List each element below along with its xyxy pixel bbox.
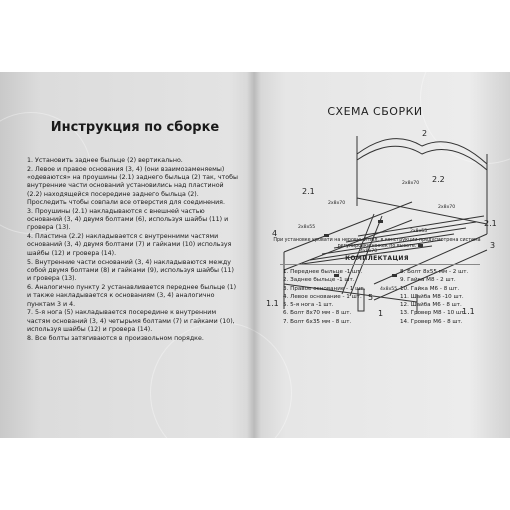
kit-item: 12. Шайба М6 - 8 шт. (400, 302, 462, 309)
kit-item: 1. Переднее быльце -1 шт. (283, 269, 363, 275)
label-4: 4 (272, 229, 278, 238)
step-8: 8. Все болты затягиваются в произвольном порядке. (27, 334, 204, 342)
kit-item: 9. Гайка М8 - 2 шт. (400, 277, 456, 284)
instruction-title: Инструкция по сборке (50, 120, 220, 135)
step-3: 3. Проушины (2.1) накладываются с внешней частью оснований (3, 4) двумя болтами (6), используя шайбы (11) и гровера (13). (27, 207, 229, 232)
label-1-1-right: 1.1 (462, 307, 475, 316)
kit-divider (280, 264, 480, 265)
bolt-label: 4x8x70 (360, 249, 378, 254)
kit-item: 6. Болт 8х70 мм - 8 шт. (283, 310, 352, 317)
kit-item: 14. Гровер М6 - 8 шт. (400, 318, 463, 325)
label-2-1-right: 2.1 (484, 219, 497, 228)
bolt-label: 4x8x55 (380, 287, 398, 292)
back-headboard-bottom-rail (357, 198, 487, 224)
kit-item: 7. Болт 6х35 мм - 8 шт. (283, 318, 352, 325)
instruction-steps (27, 157, 239, 344)
kit-list-right (400, 268, 468, 326)
step-1: 1. Установить заднее быльце (2) вертикально. (27, 157, 183, 164)
kit-item: 8. Болт 8х55 мм - 2 шт. (400, 269, 469, 275)
bolt-label: 2x8x55 (410, 229, 428, 234)
kit-item: 5. 5-я нога -1 шт. (283, 302, 334, 309)
bolt-label: 2x8x70 (402, 181, 420, 186)
label-2-2: 2.2 (432, 175, 445, 184)
kit-item: 4. Левое основание - 1 шт. (283, 293, 362, 300)
bolt-label: 2x8x70 (438, 205, 456, 210)
step-2: 2. Левое и правое основания (3, 4) (они взаимозаменяемы) «одеваются» на проушины (2.1) заднего быльца (2) так, чтобы внутренние части оснований установились над пластиной (2.2) находящейся посередине заднего быльца (2). Проследить чтобы совпали все отверстия для соединения. (27, 165, 238, 206)
label-2: 2 (422, 129, 428, 138)
kit-item: 13. Гровер М8 - 10 шт. (400, 310, 467, 317)
step-5: 5. Внутренние части оснований (3, 4) накладываются между собой двумя болтами (8) и гайками (9), используя шайбы (11) и гровера (13). (27, 258, 234, 283)
kit-item: 10. Гайка М6 - 8 шт. (400, 285, 460, 292)
label-1: 1 (378, 309, 384, 316)
step-4: 4. Пластина (2.2) накладывается с внутренними частями оснований (3, 4) двумя болтами (7) и гайками (10) используя шайбы (12) и гровера (14). (27, 233, 232, 257)
kit-title: КОМПЛЕКТАЦИЯ (345, 255, 409, 262)
leveling-note: При установке кровати на неровный пол, в конструкции предусмотрена система регулировки ножек по высоте. (273, 238, 481, 250)
bolt-label: 2x8x55 (298, 225, 316, 230)
label-1-1-left: 1.1 (266, 299, 279, 308)
booklet-spread (0, 72, 510, 438)
kit-item: 2. Заднее быльце -1 шт. (283, 277, 355, 284)
page-fold (247, 72, 261, 438)
step-6: 6. Аналогично пункту 2 устанавливается переднее быльце (1) и также накладывается к основаниям (3, 4) аналогично пунктам 3 и 4. (27, 283, 237, 308)
step-7: 7. 5-я нога (5) накладывается посередине к внутренним частям оснований (3, 4) четырьмя болтами (7) и гайками (10), используя шайбы (12) и гровера (14). (27, 309, 235, 333)
kit-item: 11. Шайба М8 -10 шт. (400, 293, 464, 300)
kit-list-left (283, 268, 365, 326)
back-headboard-top-curve (357, 139, 487, 164)
bolt-label: 2x8x70 (328, 201, 346, 206)
scheme-title: СХЕМА СБОРКИ (327, 105, 423, 118)
label-2-1-left: 2.1 (302, 187, 315, 196)
label-5: 5 (368, 293, 374, 302)
kit-item: 3. Правое основание - 1 шт. (283, 285, 366, 292)
label-3: 3 (490, 241, 496, 250)
